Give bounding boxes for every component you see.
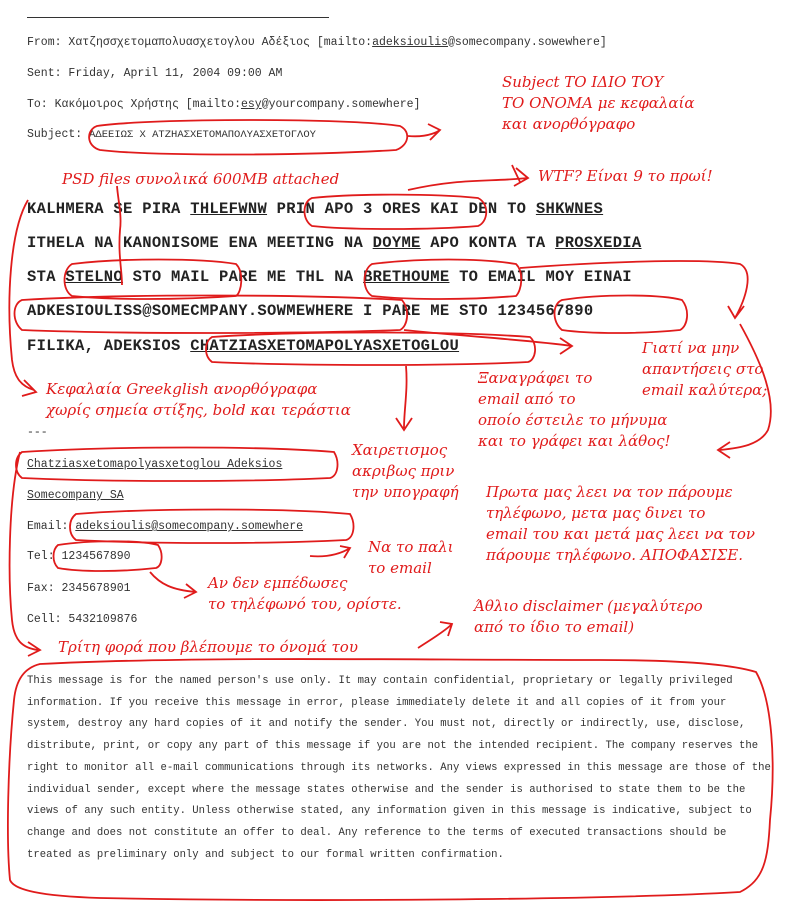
signature-email-line [27,520,303,533]
body-text: I PARE ME STO 1234567890 [353,302,594,320]
misspelled-word: BRETHOUME [363,268,450,286]
misspelled-word: SHKWNES [535,200,604,218]
from-mailto-prefix: [mailto: [316,36,373,49]
psd-note: PSD files συνολικά 600MB attached [62,170,340,188]
wtf-note: WTF? Είναι 9 το πρωί! [538,167,713,185]
to-line [27,98,420,111]
misspelled-word: STELNO [65,268,124,286]
why-note: Γιατί να μην απαντήσεις στο email καλύτερα; [642,339,768,399]
third-note: Τρίτη φορά που βλέπουμε το όνομά του [58,638,358,656]
to-mailto-rest: @yourcompany.somewhere] [261,98,421,111]
to-label: To: [27,98,48,111]
subject-value: ΑΔΕΕΙΩΣ Χ ΑΤΖΗΑΣΧΕΤΟΜΑΠΟΛΥΑΣΧΕΤΟΓΛΟΥ [89,129,316,141]
signature-separator: --- [27,426,48,439]
again-note: Να το παλι το email [368,538,454,577]
disclaimer-note: Άθλιο disclaimer (μεγαλύτερο από το ίδιο το email) [474,597,703,636]
body-text: APO KONTA TA [420,234,556,252]
greeting-arrow [396,366,412,430]
signature-cell-line [27,613,137,626]
to-mailto-prefix: [mailto: [185,98,241,111]
email-label: Email: [27,520,69,533]
misspelled-word: PROSXEDIA [555,234,642,252]
from-name: Χατζησσχετομαπολυασχετογλου Αδέξιος [68,36,310,49]
body-line-3 [27,268,632,286]
tel-value: 1234567890 [61,550,131,563]
disclaimer-text: This message is for the named person's use only. It may contain confidential, proprietary or legally privileged information. If you receive this message in error, please immediately delete it and all copies of it from your system, destroy any hard copies of it and notify the sender. You must not, directly or indirectly, use, disclose, distribute, print, or copy any part of this message if you are not the intended recipient. The company reserves the right to monitor all e-mail communications through its networks. Any views expressed in this message are those of the individual sender, except where the message states otherwise and the sender is authorised to state them to be the views of any such entity. Unless otherwise stated, any information given in this message is indicative, subject to change and does not constitute an offer to deal. Any reference to the terms of executed transactions should be treated as preliminary only and subject to our formal written confirmation. [27,675,771,861]
again-arrow [310,546,350,558]
phone-arrow [150,572,196,598]
caps-bracket [9,200,36,396]
tel-label: Tel: [27,550,55,563]
body-email: ADKESIOULISS@SOMECMPANY.SOWMEWHERE [27,302,354,320]
sent-label: Sent: [27,67,62,80]
body-line-2 [27,234,642,252]
body-text: KALHMERA SE PIRA [27,200,191,218]
body-text: FILIKA, ADEKSIOS [27,337,191,355]
body-line-1 [27,200,603,218]
body-text: PRIN APO 3 ORES KAI DEN TO [267,200,536,218]
misspelled-word: CHATZIASXETOMAPOLYASXETOGLOU [190,337,460,355]
from-label: From: [27,36,62,49]
signature-tel-line [27,550,131,563]
rewrite-note: Ξαναγράφει το email από το οποίο έστειλε το μήνυμα και το γράφει και λάθος! [478,369,671,450]
subject-arrow [408,124,440,140]
signature-email-link[interactable]: adeksioulis@somecompany.somewhere [75,520,304,533]
sent-line [27,67,282,80]
cell-value: 5432109876 [68,613,138,626]
disclaimer-arrow [418,622,452,648]
body-text: STO MAIL PARE ME THL NA [123,268,364,286]
fax-value: 2345678901 [61,582,131,595]
misspelled-word: THLEFWNW [190,200,268,218]
from-line [27,36,607,49]
phone-note: Αν δεν εμπέδωσες το τηλέφωνό του, ορίστε. [208,574,402,613]
misspelled-word: DOYME [372,234,421,252]
greeting-note: Χαιρετισμος ακριβως πριν την υπογραφή [352,441,459,501]
subject-note: Subject ΤΟ ΙΔΙΟ ΤΟΥ ΤΟ ΟΝΟΜΑ με κεφαλαία και ανορθόγραφο [502,73,695,133]
top-rule [27,17,329,18]
wtf-arrow [408,168,528,190]
decide-note: Πρωτα μας λεει να τον πάρουμε τηλέφωνο, μετα μας δινει το email του και μετά μας λεει να τον πάρουμε τηλέφωνο. ΑΠΟΦΑΣΙΣΕ. [486,483,755,564]
signature-name: Chatziasxetomapolyasxetoglou Adeksios [27,458,283,471]
subject-label: Subject: [27,128,83,141]
body-line-4 [27,302,594,320]
caps-note: Κεφαλαία Greekglish ανορθόγραφα χωρίς σημεία στίξης, bold και τεράστια [46,380,351,419]
to-mailto-link[interactable]: esy [240,98,262,111]
sent-value: Friday, April 11, 2004 09:00 AM [68,67,283,80]
from-mailto-rest: @somecompany.sowewhere] [448,36,607,49]
body-text: TO EMAIL MOY EINAI [449,268,632,286]
cell-label: Cell: [27,613,62,626]
body-text: ITHELA NA KANONISOME ENA MEETING NA [27,234,373,252]
body-text: STA [27,268,66,286]
from-mailto-link[interactable]: adeksioulis [372,36,449,49]
to-name: Κακόμοιρος Χρήστης [54,98,179,111]
signature-fax-line [27,582,131,595]
subject-line [27,128,316,141]
body-line-5 [27,337,459,355]
fax-label: Fax: [27,582,55,595]
signature-company: Somecompany SA [27,489,124,502]
